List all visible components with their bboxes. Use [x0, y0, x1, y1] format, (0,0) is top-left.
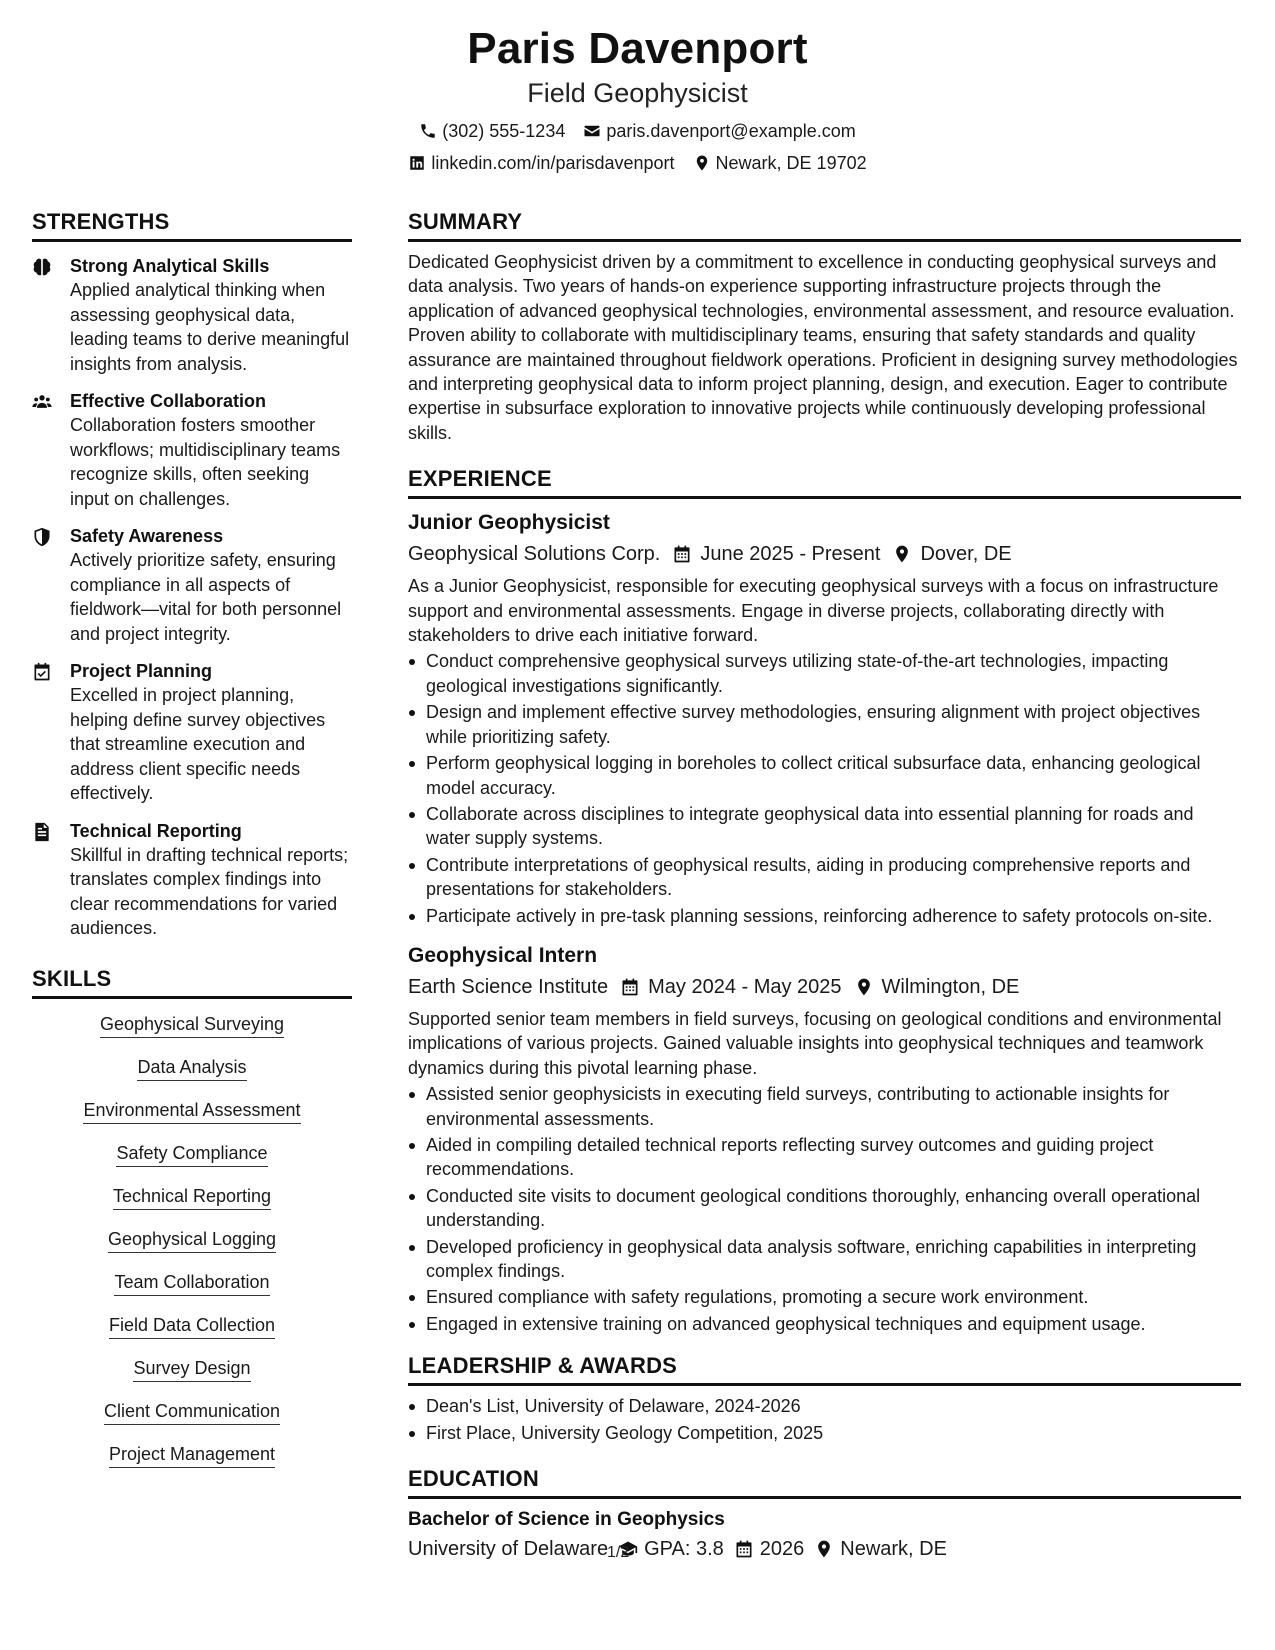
skill-tag: Geophysical Logging [108, 1228, 276, 1253]
skill-tag: Project Management [109, 1443, 275, 1468]
strength-title: Strong Analytical Skills [70, 256, 270, 276]
strength-title: Safety Awareness [70, 526, 224, 546]
job-entry [408, 942, 1241, 1336]
list-item: Contribute interpretations of geophysical results, aiding in producing comprehensive reports and presentations for stakeholders. [408, 853, 1241, 902]
education-heading: EDUCATION [408, 1465, 1241, 1499]
skill-tag: Client Communication [104, 1400, 280, 1425]
calendar-icon [734, 1539, 754, 1559]
list-item: Dean's List, University of Delaware, 2024-2026 [408, 1394, 1241, 1418]
calendar-icon [620, 977, 640, 997]
contact-row-1 [0, 118, 1275, 144]
job-dates: May 2024 - May 2025 [648, 975, 842, 998]
job-company: Geophysical Solutions Corp. [408, 543, 661, 566]
strength-desc: Skillful in drafting technical reports; translates complex findings into clear recommendations for varied audiences. [70, 844, 349, 938]
contact-location [693, 150, 867, 176]
job-company: Earth Science Institute [408, 975, 609, 998]
skill-tag: Technical Reporting [113, 1185, 271, 1210]
experience-heading: EXPERIENCE [408, 465, 1241, 499]
summary-text: Dedicated Geophysicist driven by a commitment to excellence in conducting geophysical surveys and data analysis. Two years of hands-on experience supporting infrastructure projects through the application of advanced geophysical technologies, environmental assessment, and resource evaluation. Proven ability to collaborate with multidisciplinary teams, ensuring that safety standards and quality assurance are maintained throughout fieldwork operations. Proficient in designing survey methodologies and interpreting geophysical data to inform project planning, design, and execution. Eager to contribute expertise in subsurface exploration to innovative projects while continuously developing professional skills. [408, 252, 1238, 443]
job-title: Geophysical Intern [408, 943, 598, 967]
email-icon [583, 122, 601, 140]
skills-heading: SKILLS [32, 965, 352, 999]
job-meta [408, 540, 1241, 568]
candidate-name: Paris Davenport [467, 24, 808, 73]
strength-item [32, 659, 352, 806]
location-pin-icon [693, 154, 711, 172]
skill-tag: Data Analysis [137, 1056, 246, 1081]
graduation-year: 2026 [759, 1538, 805, 1561]
gpa-text: GPA: 3.8 [644, 1538, 724, 1561]
contact-linkedin[interactable] [408, 150, 674, 176]
page-number: 1/2 [607, 1544, 630, 1561]
job-title: Junior Geophysicist [408, 511, 610, 535]
strength-title: Technical Reporting [70, 820, 242, 841]
skill-tag: Environmental Assessment [83, 1099, 300, 1124]
users-icon [32, 392, 52, 412]
right-column [408, 208, 1241, 1563]
linkedin-text: linkedin.com/in/parisdavenport [431, 153, 675, 173]
leadership-list [408, 1394, 1241, 1445]
job-meta [408, 973, 1241, 1001]
summary-heading: SUMMARY [408, 208, 1241, 242]
list-item: Participate actively in pre-task planning sessions, reinforcing adherence to safety protocols on-site. [408, 904, 1241, 928]
job-description: Supported senior team members in field surveys, focusing on geological conditions and environmental implications of various projects. Gained valuable insights into geophysical techniques and teamwork dynamics during this pivotal learning phase. [408, 1008, 1222, 1078]
leadership-heading: LEADERSHIP & AWARDS [408, 1352, 1241, 1386]
list-item: Assisted senior geophysicists in executing field surveys, contributing to actionable insights for environmental assessments. [408, 1082, 1241, 1131]
list-item: Design and implement effective survey methodologies, ensuring alignment with project objectives while prioritizing safety. [408, 700, 1241, 749]
list-item: Collaborate across disciplines to integrate geophysical data into essential planning for roads and water supply systems. [408, 802, 1241, 851]
location-pin-icon [814, 1539, 834, 1559]
candidate-role: Field Geophysicist [527, 78, 748, 108]
skill-tag: Field Data Collection [109, 1314, 275, 1339]
education-meta [408, 1535, 1241, 1563]
email-text: paris.davenport@example.com [606, 121, 856, 141]
school-name: University of Delaware [408, 1538, 609, 1561]
strength-desc: Applied analytical thinking when assessing geophysical data, leading teams to derive meaningful insights from analysis. [70, 280, 350, 374]
job-dates: June 2025 - Present [700, 543, 881, 566]
phone-text: (302) 555-1234 [442, 121, 566, 141]
strength-item [32, 524, 352, 646]
linkedin-icon [408, 154, 426, 172]
left-column [32, 208, 352, 1486]
job-bullets [408, 1082, 1241, 1336]
strength-title: Project Planning [70, 661, 213, 681]
strengths-heading: STRENGTHS [32, 208, 352, 242]
list-item: Conduct comprehensive geophysical surveys utilizing state-of-the-art technologies, impacting geological investigations significantly. [408, 649, 1241, 698]
strength-item [32, 389, 352, 511]
skill-tag: Team Collaboration [114, 1271, 269, 1296]
list-item: Engaged in extensive training on advanced geophysical techniques and equipment usage. [408, 1312, 1241, 1336]
strength-title: Effective Collaboration [70, 391, 267, 411]
strength-desc: Actively prioritize safety, ensuring compliance in all aspects of fieldwork—vital for both personnel and project integrity. [70, 550, 342, 644]
skill-tag: Safety Compliance [116, 1142, 267, 1167]
location-text: Newark, DE 19702 [715, 153, 867, 173]
calendar-icon [672, 544, 692, 564]
strengths-list [32, 254, 352, 941]
resume-header [0, 22, 1275, 176]
degree-title: Bachelor of Science in Geophysics [408, 1509, 725, 1531]
location-pin-icon [854, 977, 874, 997]
phone-icon [419, 122, 437, 140]
brain-icon [32, 257, 52, 277]
list-item: Ensured compliance with safety regulations, promoting a secure work environment. [408, 1285, 1241, 1309]
strength-item [32, 819, 352, 941]
strength-desc: Collaboration fosters smoother workflows; multidisciplinary teams recognize skills, often seeking input on challenges. [70, 415, 341, 509]
job-entry [408, 509, 1241, 928]
skill-tag: Geophysical Surveying [100, 1013, 284, 1038]
list-item: Developed proficiency in geophysical data analysis software, enriching capabilities in interpreting complex findings. [408, 1235, 1241, 1284]
calendar-check-icon [32, 662, 52, 682]
list-item: Perform geophysical logging in boreholes to collect critical subsurface data, enhancing geological model accuracy. [408, 751, 1241, 800]
contact-phone[interactable] [419, 118, 565, 144]
contact-email[interactable] [583, 118, 855, 144]
list-item: First Place, University Geology Competition, 2025 [408, 1421, 1241, 1445]
contact-row-2 [0, 150, 1275, 176]
document-icon [32, 822, 52, 842]
shield-icon [32, 527, 52, 547]
skill-tag: Survey Design [133, 1357, 250, 1382]
job-bullets [408, 649, 1241, 927]
job-description: As a Junior Geophysicist, responsible for executing geophysical surveys with a focus on infrastructure support and environmental assessments. Engage in diverse projects, collaborating directly with stakeholders to drive each initiative forward. [408, 576, 1219, 646]
strength-item [32, 254, 352, 376]
strength-desc: Excelled in project planning, helping define survey objectives that streamline execution and address client specific needs effectively. [70, 685, 326, 803]
list-item: Conducted site visits to document geological conditions thoroughly, enhancing overall operational understanding. [408, 1184, 1241, 1233]
location-pin-icon [892, 544, 912, 564]
education-location: Newark, DE [840, 1538, 947, 1561]
job-location: Dover, DE [920, 543, 1012, 566]
job-location: Wilmington, DE [881, 975, 1020, 998]
list-item: Aided in compiling detailed technical reports reflecting survey outcomes and guiding project recommendations. [408, 1133, 1241, 1182]
skills-list [32, 1013, 352, 1468]
